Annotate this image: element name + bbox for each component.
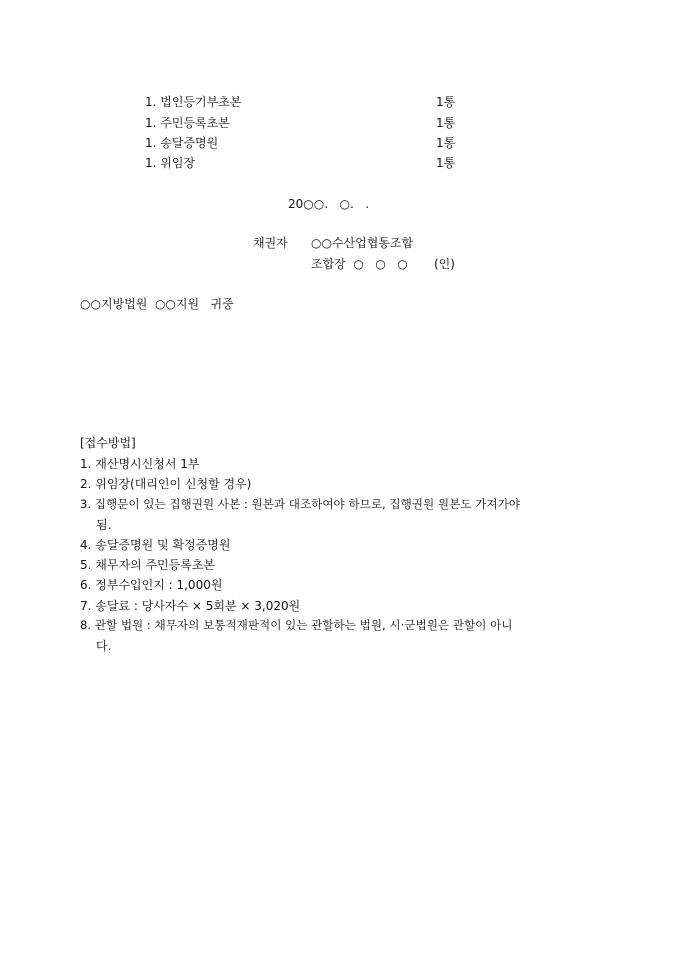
attachment-label: 1. 법인등기부초본: [145, 95, 242, 109]
creditor-label: 채권자: [253, 236, 288, 250]
court-addressee: ○○지방법원 ○○지원 귀중: [80, 297, 234, 311]
notes-item: 1. 재산명시신청서 1부: [80, 457, 200, 471]
notes-heading: [접수방법]: [80, 436, 136, 450]
attachment-count: 1통: [436, 116, 456, 130]
attachment-count: 1통: [436, 156, 456, 170]
attachment-count: 1통: [436, 136, 456, 150]
notes-item-continuation: 됨.: [96, 518, 112, 532]
attachment-label: 1. 송달증명원: [145, 136, 219, 150]
notes-item: 7. 송달료 : 당사자수 × 5회분 × 3,020원: [80, 599, 301, 613]
notes-item: 3. 집행문이 있는 집행권원 사본 : 원본과 대조하여야 하므로, 집행권원 원본도 가져가야: [80, 497, 520, 511]
creditor-name: ○○수산업협동조합: [311, 236, 414, 250]
notes-item: 4. 송달증명원 및 확정증명원: [80, 538, 231, 552]
notes-item: 8. 관할 법원 : 채무자의 보통적재판적이 있는 관할하는 법원, 시·군법원은 관할이 아니: [80, 618, 513, 632]
creditor-representative: 조합장 ○ ○ ○: [311, 257, 408, 271]
notes-item: 5. 채무자의 주민등록초본: [80, 558, 215, 572]
seal-mark: (인): [434, 257, 455, 271]
attachment-label: 1. 주민등록초본: [145, 116, 230, 130]
attachment-label: 1. 위임장: [145, 156, 196, 170]
notes-item: 6. 정부수입인지 : 1,000원: [80, 578, 223, 592]
notes-item: 2. 위임장(대리인이 신청할 경우): [80, 477, 252, 491]
attachment-count: 1통: [436, 95, 456, 109]
document-date: 20○○. ○. .: [288, 197, 370, 211]
notes-item-continuation: 다.: [96, 639, 112, 653]
